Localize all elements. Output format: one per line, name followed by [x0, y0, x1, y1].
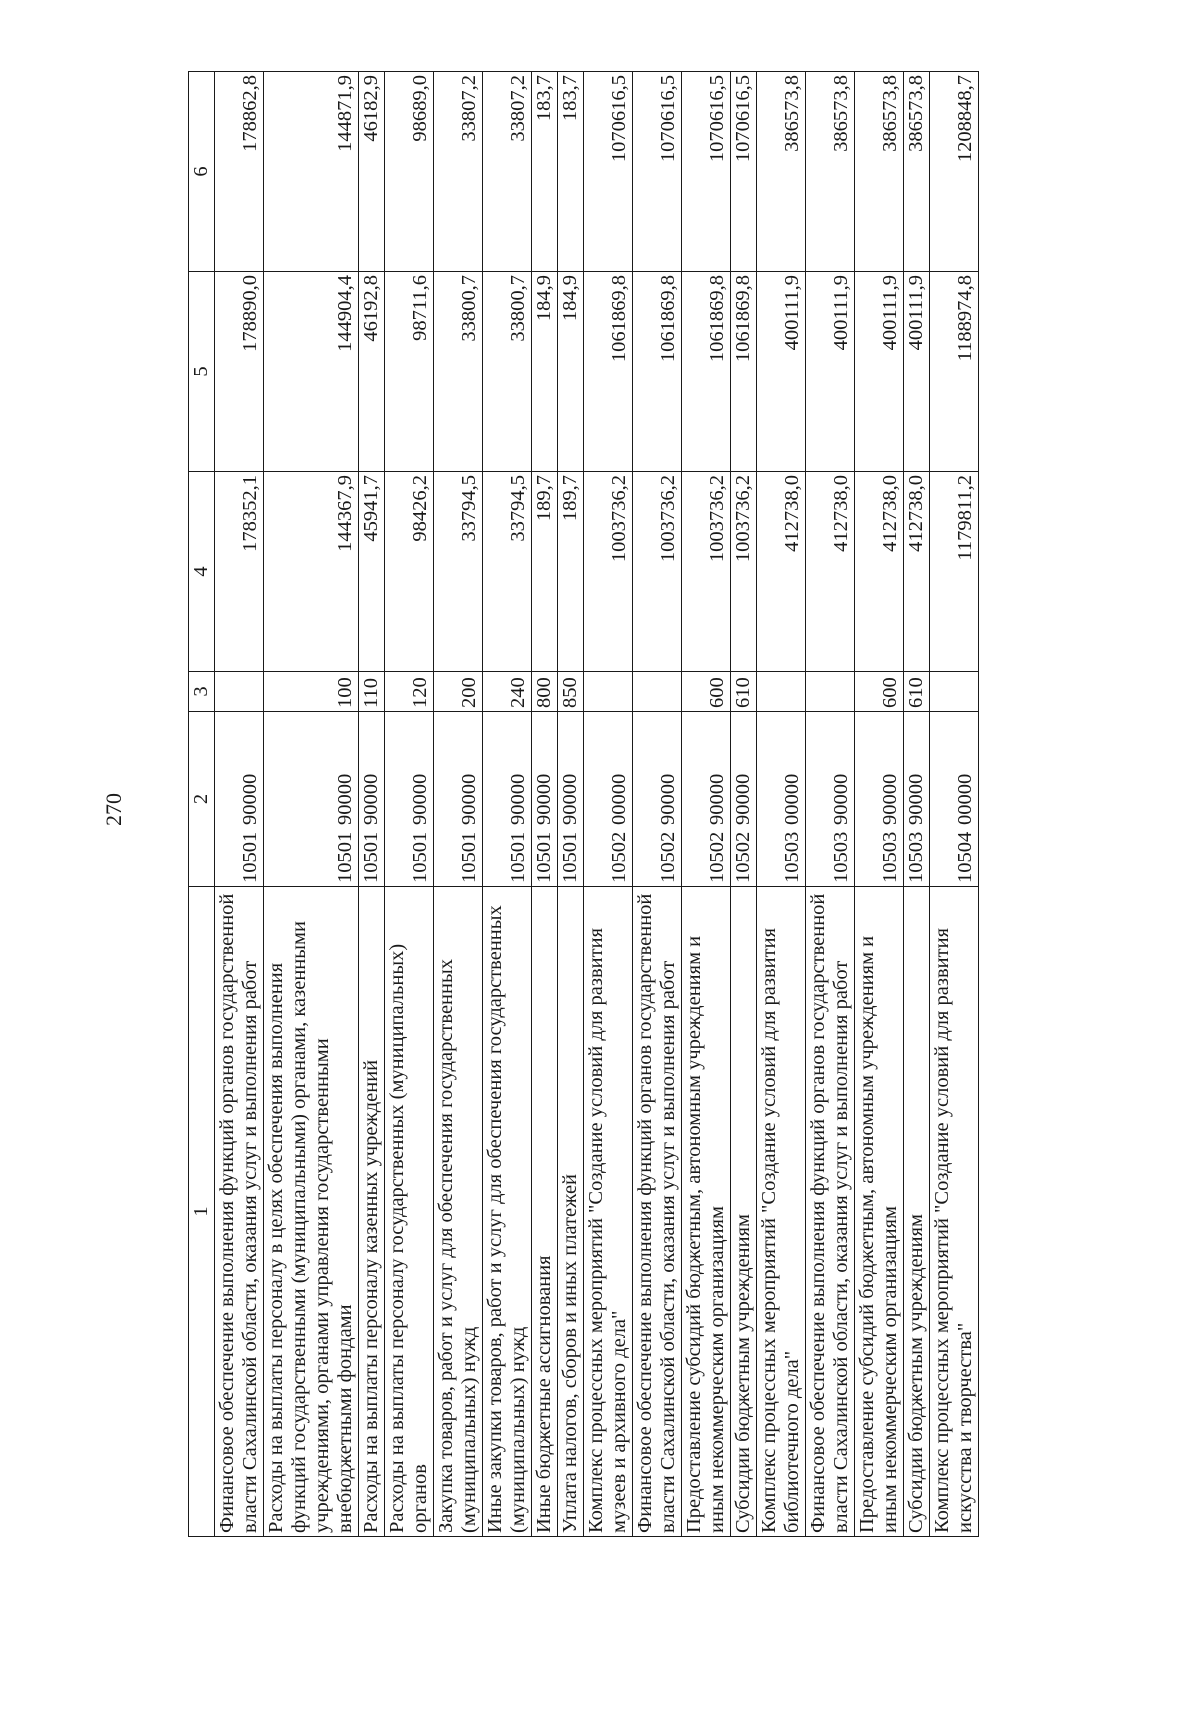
row-expense-type	[633, 672, 682, 712]
row-value-col6: 1070616,5	[731, 72, 757, 272]
table-row	[930, 72, 979, 1537]
table-row	[558, 72, 584, 1537]
row-code-a: 10503	[879, 831, 901, 883]
table-row	[682, 72, 731, 1537]
row-value-col6: 46182,9	[359, 72, 385, 272]
row-expense-type: 100	[264, 672, 359, 712]
row-code-a: 10502	[657, 831, 679, 883]
row-code-a: 10501	[409, 831, 431, 883]
row-expense-type	[757, 672, 806, 712]
row-code-a: 10504	[954, 831, 976, 883]
row-expense-type: 120	[385, 672, 434, 712]
row-name: Комплекс процессных мероприятий "Создание условий для развития библиотечного дела"	[757, 887, 806, 1537]
row-value-col4: 144367,9	[264, 472, 359, 672]
row-code	[731, 712, 757, 887]
row-expense-type: 600	[682, 672, 731, 712]
row-code-a: 10501	[239, 831, 261, 883]
header-row	[189, 72, 215, 1537]
row-value-col5: 178890,0	[215, 272, 264, 472]
row-code	[359, 712, 385, 887]
row-value-col4: 412738,0	[806, 472, 855, 672]
row-name: Комплекс процессных мероприятий "Создание условий для развития искусства и творчества"	[930, 887, 979, 1537]
row-expense-type	[215, 672, 264, 712]
row-value-col5: 400111,9	[904, 272, 930, 472]
row-value-col4: 33794,5	[483, 472, 532, 672]
row-value-col4: 45941,7	[359, 472, 385, 672]
row-code-a: 10501	[458, 831, 480, 883]
row-expense-type	[806, 672, 855, 712]
row-name: Закупка товаров, работ и услуг для обеспечения государственных (муниципальных) нужд	[434, 887, 483, 1537]
row-expense-type: 610	[731, 672, 757, 712]
row-value-col6: 33807,2	[434, 72, 483, 272]
row-code	[385, 712, 434, 887]
row-value-col5: 98711,6	[385, 272, 434, 472]
row-name: Иные закупки товаров, работ и услуг для обеспечения государственных (муниципальных) нужд	[483, 887, 532, 1537]
row-code-a: 10501	[334, 831, 356, 883]
row-value-col6: 183,7	[532, 72, 558, 272]
row-code-b: 90000	[239, 773, 261, 825]
row-code-a: 10502	[608, 831, 630, 883]
row-value-col5: 400111,9	[757, 272, 806, 472]
row-code-b: 00000	[954, 773, 976, 825]
row-code	[930, 712, 979, 887]
row-name: Субсидии бюджетным учреждениям	[731, 887, 757, 1537]
row-code	[434, 712, 483, 887]
row-name: Предоставление субсидий бюджетным, автономным учреждениям и иным некоммерческим организациям	[682, 887, 731, 1537]
row-code-a: 10503	[781, 831, 803, 883]
row-value-col5: 144904,4	[264, 272, 359, 472]
row-value-col5: 184,9	[532, 272, 558, 472]
row-expense-type	[930, 672, 979, 712]
row-code-a: 10503	[905, 831, 927, 883]
row-code-b: 90000	[905, 773, 927, 825]
table-row	[359, 72, 385, 1537]
row-code-b: 00000	[781, 773, 803, 825]
table-row	[584, 72, 633, 1537]
row-code	[633, 712, 682, 887]
table-row	[806, 72, 855, 1537]
row-value-col5: 1188974,8	[930, 272, 979, 472]
row-value-col5: 1061869,8	[682, 272, 731, 472]
row-code-b: 90000	[706, 773, 728, 825]
row-value-col4: 412738,0	[904, 472, 930, 672]
rotated-table-page	[188, 72, 1118, 1537]
row-name: Финансовое обеспечение выполнения функций органов государственной власти Сахалинской области, оказания услуг и выполнения работ	[806, 887, 855, 1537]
row-code-b: 90000	[879, 773, 901, 825]
row-name: Предоставление субсидий бюджетным, автономным учреждениям и иным некоммерческим организациям	[855, 887, 904, 1537]
header-col-6: 6	[189, 72, 215, 272]
row-code	[532, 712, 558, 887]
row-code-a: 10503	[830, 831, 852, 883]
row-value-col4: 1179811,2	[930, 472, 979, 672]
row-name: Расходы на выплаты персоналу в целях обеспечения выполнения функций государственными (муниципальными) органами, казенными учреждениями, органами управления государственными внебюджетными фондами	[264, 887, 359, 1537]
row-value-col4: 412738,0	[757, 472, 806, 672]
table-row	[385, 72, 434, 1537]
row-code-a: 10502	[706, 831, 728, 883]
row-expense-type: 240	[483, 672, 532, 712]
row-code	[264, 712, 359, 887]
table-row	[532, 72, 558, 1537]
row-name: Комплекс процессных мероприятий "Создание условий для развития музеев и архивного дела"	[584, 887, 633, 1537]
row-expense-type: 110	[359, 672, 385, 712]
row-value-col5: 46192,8	[359, 272, 385, 472]
row-value-col6: 386573,8	[757, 72, 806, 272]
row-code	[855, 712, 904, 887]
row-value-col4: 189,7	[532, 472, 558, 672]
row-code-b: 90000	[830, 773, 852, 825]
row-name: Уплата налогов, сборов и иных платежей	[558, 887, 584, 1537]
row-name: Расходы на выплаты персоналу государственных (муниципальных) органов	[385, 887, 434, 1537]
row-value-col6: 33807,2	[483, 72, 532, 272]
row-expense-type: 600	[855, 672, 904, 712]
row-value-col4: 189,7	[558, 472, 584, 672]
row-code-a: 10501	[507, 831, 529, 883]
row-code	[558, 712, 584, 887]
row-value-col5: 1061869,8	[633, 272, 682, 472]
row-code	[757, 712, 806, 887]
row-expense-type	[584, 672, 633, 712]
row-value-col4: 1003736,2	[633, 472, 682, 672]
table-row	[434, 72, 483, 1537]
row-value-col6: 98689,0	[385, 72, 434, 272]
row-value-col5: 400111,9	[806, 272, 855, 472]
row-name: Субсидии бюджетным учреждениям	[904, 887, 930, 1537]
row-code	[904, 712, 930, 887]
row-code-a: 10501	[533, 831, 555, 883]
row-code-b: 00000	[608, 773, 630, 825]
row-expense-type: 850	[558, 672, 584, 712]
row-code-b: 90000	[458, 773, 480, 825]
row-value-col5: 33800,7	[483, 272, 532, 472]
row-expense-type: 200	[434, 672, 483, 712]
row-name: Финансовое обеспечение выполнения функций органов государственной власти Сахалинской области, оказания услуг и выполнения работ	[215, 887, 264, 1537]
row-code-b: 90000	[559, 773, 581, 825]
row-value-col5: 400111,9	[855, 272, 904, 472]
row-code-a: 10501	[360, 831, 382, 883]
header-col-4: 4	[189, 472, 215, 672]
row-code-a: 10502	[732, 831, 754, 883]
header-col-3: 3	[189, 672, 215, 712]
row-code-b: 90000	[409, 773, 431, 825]
row-code-b: 90000	[507, 773, 529, 825]
row-value-col6: 386573,8	[904, 72, 930, 272]
row-value-col5: 1061869,8	[584, 272, 633, 472]
page-number: 270	[101, 793, 126, 827]
row-value-col6: 386573,8	[806, 72, 855, 272]
row-code-b: 90000	[732, 773, 754, 825]
row-name: Расходы на выплаты персоналу казенных учреждений	[359, 887, 385, 1537]
table-row	[215, 72, 264, 1537]
row-value-col6: 1208848,7	[930, 72, 979, 272]
row-expense-type: 610	[904, 672, 930, 712]
row-code-b: 90000	[533, 773, 555, 825]
row-value-col6: 178862,8	[215, 72, 264, 272]
table-row	[264, 72, 359, 1537]
row-value-col4: 178352,1	[215, 472, 264, 672]
header-col-2: 2	[189, 712, 215, 887]
row-code-b: 90000	[334, 773, 356, 825]
row-code	[682, 712, 731, 887]
row-code	[584, 712, 633, 887]
table-row	[904, 72, 930, 1537]
row-value-col5: 33800,7	[434, 272, 483, 472]
row-value-col4: 33794,5	[434, 472, 483, 672]
table-row	[731, 72, 757, 1537]
row-value-col6: 1070616,5	[682, 72, 731, 272]
table-row	[483, 72, 532, 1537]
row-value-col4: 1003736,2	[682, 472, 731, 672]
row-name: Финансовое обеспечение выполнения функций органов государственной власти Сахалинской области, оказания услуг и выполнения работ	[633, 887, 682, 1537]
row-code	[215, 712, 264, 887]
table-row	[633, 72, 682, 1537]
header-col-5: 5	[189, 272, 215, 472]
row-value-col4: 98426,2	[385, 472, 434, 672]
row-code-b: 90000	[657, 773, 679, 825]
table-row	[757, 72, 806, 1537]
budget-table	[188, 71, 979, 1537]
row-code	[806, 712, 855, 887]
row-code-b: 90000	[360, 773, 382, 825]
row-code-a: 10501	[559, 831, 581, 883]
header-col-1: 1	[189, 887, 215, 1537]
table-row	[855, 72, 904, 1537]
row-value-col4: 1003736,2	[731, 472, 757, 672]
row-value-col4: 412738,0	[855, 472, 904, 672]
row-name: Иные бюджетные ассигнования	[532, 887, 558, 1537]
row-code	[483, 712, 532, 887]
row-expense-type: 800	[532, 672, 558, 712]
row-value-col5: 184,9	[558, 272, 584, 472]
row-value-col6: 386573,8	[855, 72, 904, 272]
row-value-col6: 183,7	[558, 72, 584, 272]
row-value-col6: 1070616,5	[633, 72, 682, 272]
row-value-col6: 144871,9	[264, 72, 359, 272]
row-value-col5: 1061869,8	[731, 272, 757, 472]
row-value-col4: 1003736,2	[584, 472, 633, 672]
row-value-col6: 1070616,5	[584, 72, 633, 272]
